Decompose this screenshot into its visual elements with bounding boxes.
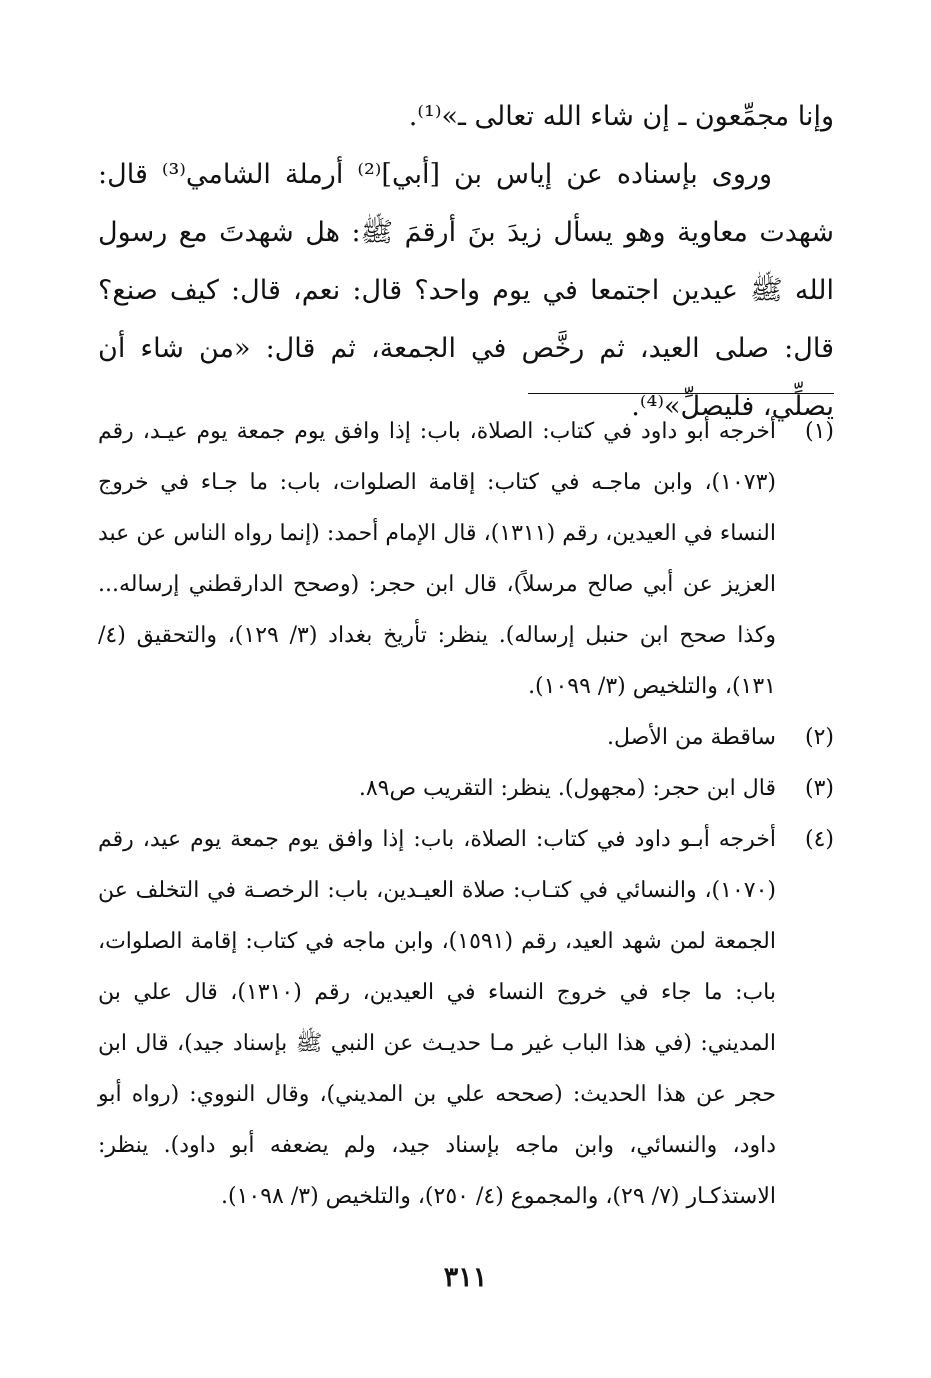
footnote-divider — [528, 393, 834, 394]
footnote-number: (٤) — [804, 827, 834, 852]
footnote-2 — [98, 712, 834, 763]
footnotes-section — [98, 406, 834, 1222]
footnote-3 — [98, 763, 834, 814]
footnote-number: (٢) — [804, 725, 834, 750]
footnote-1 — [98, 406, 834, 712]
main-paragraph-continuation: وإنا مجمِّعون ـ إن شاء الله تعالى ـ»⁽¹⁾. — [408, 101, 834, 132]
page-number: ٣١١ — [443, 1262, 488, 1293]
footnote-number: (١) — [804, 419, 834, 444]
footnote-text: أخرجه أبو داود في كتاب: الصلاة، باب: إذا وافق يوم جمعة يوم عيـد، رقم (١٠٧٣)، وابن ماجـه في كتاب: إقامة الصلوات، باب: ما جـاء في خروج النساء في العيدين، رقم (١٣١١)، قال الإمام أحمد: (إنما رواه الناس عن عبد العزيز عن أبي صالح مرسلاً)، قال ابن حجر: (وصحح الدارقطني إرساله... وكذا صحح ابن حنبل إرساله). ينظر: تأريخ بغداد (٣/ ١٢٩)، والتحقيق (٤/ ١٣١)، والتلخيص (٣/ ١٠٩٩). — [98, 419, 776, 699]
main-paragraph-narration: وروى بإسناده عن إياس بن [أبي]⁽²⁾ أرملة الشامي⁽³⁾ قال: شهدت معاوية وهو يسأل زيدَ بنَ أرقمَ ﷺ: هل شهدتَ مع رسول الله ﷺ عيدين اجتمعا في يوم واحد؟ قال: نعم، قال: كيف صنع؟ قال: صلى العيد، ثم رخَّص في الجمعة، ثم قال: «من شاء أن يصلِّي، فليصلِّ»⁽⁴⁾. — [98, 159, 834, 422]
footnote-text: قال ابن حجر: (مجهول). ينظر: التقريب ص٨٩. — [358, 776, 776, 801]
footnote-number: (٣) — [804, 776, 834, 801]
main-text — [98, 88, 834, 436]
footnote-text: ساقطة من الأصل. — [606, 725, 776, 750]
footnote-text: أخرجه أبـو داود في كتاب: الصلاة، باب: إذا وافق يوم جمعة يوم عيد، رقم (١٠٧٠)، والنسائي في كتـاب: صلاة العيـدين، باب: الرخصـة في التخلف عن الجمعة لمن شهد العيد، رقم (١٥٩١)، وابن ماجه في كتاب: إقامة الصلوات، باب: ما جاء في خروج النساء في العيدين، رقم (١٣١٠)، قال علي بن المديني: (في هذا الباب غير مـا حديـث عن النبي ﷺ بإسناد جيد)، قال ابن حجر عن هذا الحديث: (صححه علي بن المديني)، وقال النووي: (رواه أبو داود، والنسائي، وابن ماجه بإسناد جيد، ولم يضعفه أبو داود). ينظر: الاستذكـار (٧/ ٢٩)، والمجموع (٤/ ٢٥٠)، والتلخيص (٣/ ١٠٩٨). — [98, 827, 777, 1209]
footnote-4 — [98, 814, 834, 1222]
